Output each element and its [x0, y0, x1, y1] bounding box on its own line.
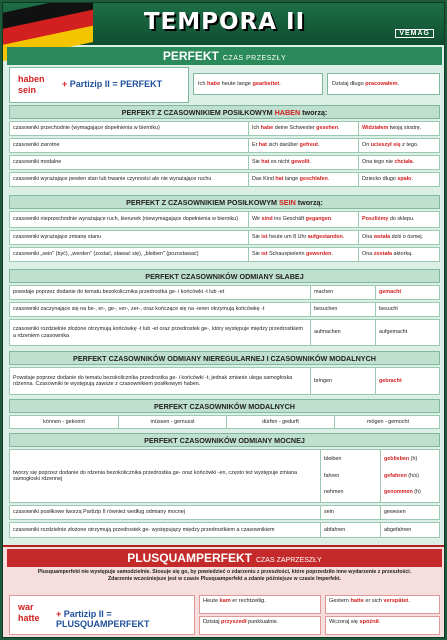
- haben-header: PERFEKT Z CZASOWNIKIEM POSIŁKOWYM HABEN tworzą:: [9, 105, 440, 119]
- plusquamperfekt-section: [3, 545, 445, 638]
- perfekt-section-bar: [7, 47, 442, 65]
- plusquam-example-de-2: Gestern hatte er sich verspätet.: [325, 595, 440, 614]
- plusquamperfekt-formula: war hatte + Partizip II = PLUSQUAMPERFEKT: [9, 595, 195, 635]
- modal-header: PERFEKT CZASOWNIKÓW MODALNYCH: [9, 399, 440, 413]
- perfekt-sublabel: CZAS PRZESZŁY: [222, 55, 287, 62]
- table-row: können - gekonnt müssen - gemusst dürfen - gedurft mögen - gemocht: [9, 415, 440, 429]
- formula-plus: +: [62, 79, 68, 89]
- table-row: czasowniki zwrotne Er hat sich darüber gefreut. On ucieszył się z tego.: [9, 138, 440, 153]
- formula-equals: =: [112, 79, 118, 89]
- formula-aux-sein: sein: [18, 85, 37, 95]
- table-row: czasowniki „sein" (być), „werden" (zostać, stawać się), „bleiben" (pozostawać) Sie ist Schauspielerin geworden. Ona została aktorką.: [9, 247, 440, 262]
- formula-aux-haben: haben: [18, 74, 45, 84]
- poster: [2, 2, 445, 638]
- plusquam-example-pl-2: Wczoraj się spóźnił.: [325, 616, 440, 635]
- table-row: Powstaje poprzez dodanie do tematu bezokolicznika przedrostka ge- i końcówki -t, jednak zmianie ulega samogłoska rdzenna. Czasowniki te występują zawsze z czasownikiem posiłkowym haben. bringen gebracht: [9, 367, 440, 395]
- sein-header: PERFEKT Z CZASOWNIKIEM POSIŁKOWYM SEIN tworzą:: [9, 195, 440, 209]
- perfekt-example-de: Ich habe heute lange gearbeitet.: [193, 73, 323, 95]
- formula-partizip: Partizip II: [69, 79, 110, 89]
- table-row: czasowniki zaczynające się na be-, er-, ge-, ver-, zer-, oraz kończące się na -ieren otrzymują końcówkę -t besuchen besucht: [9, 302, 440, 317]
- perfekt-example-pl: Dzisiaj długo pracowałem.: [327, 73, 440, 95]
- perfekt-formula: [9, 67, 189, 103]
- irregular-header: PERFEKT CZASOWNIKÓW ODMIANY NIEREGULARNEJ I CZASOWNIKÓW MODALNYCH: [9, 351, 440, 365]
- plusquam-example-de-1: Heute kam er rechtzeitig.: [199, 595, 321, 614]
- plusquamperfekt-description: Plusquamperfekt nie występuje samodzielnie. Stosuje się go, by powiedzieć o zdarzeniu z przeszłości, które poprzedziło inne wydarzenie z przeszłości. Zdarzenie wcześniejsze jest w czasie Plusquamperfekt a zdanie późniejsze w czasie Imperfekt.: [37, 569, 412, 582]
- table-row: czasowniki rozdzielnie złożone otrzymują końcówkę -t lub -et oraz przedrostek ge-, który występuje między przedrostkiem a rdzeniem czasownika aufmachen aufgemacht: [9, 319, 440, 346]
- table-row: czasowniki przechodnie (wymagające dopełnienia w bierniku) Ich habe deine Schwester gesehen. Widziałem twoją siostrę.: [9, 121, 440, 136]
- weak-header: PERFEKT CZASOWNIKÓW ODMIANY SŁABEJ: [9, 269, 440, 283]
- table-row: czasowniki wyrażające pewien stan lub trwanie czynności ale nie wyrażające ruchu Das Kind hat lange geschlafen. Dziecko długo spało.: [9, 172, 440, 187]
- strong-header: PERFEKT CZASOWNIKÓW ODMIANY MOCNEJ: [9, 433, 440, 447]
- formula-result: PERFEKT: [120, 79, 163, 89]
- table-row: tworzy się poprzez dodanie do rdzenia bezokolicznika przedrostka ge- oraz końcówki -en, często też występuje zmiana samogłoski rdzennej bleiben fahren nehmen geblieben (h) gefahren (h/s) genommen (h): [9, 449, 440, 503]
- table-row: powstaje poprzez dodanie do tematu bezokolicznika przedrostka ge- i końcówki -t lub -et machen gemacht: [9, 285, 440, 300]
- page-title: TEMPORA II: [143, 9, 306, 35]
- header: [3, 3, 445, 45]
- table-row: czasowniki rozdzielnie złożone otrzymują przedrostek ge- występujący między przedrostkiem a czasownikiem abfahren abgefahren: [9, 522, 440, 538]
- table-row: czasowniki nieprzechodnie wyrażające ruch, kierunek (niewymagające dopełnienia w bierniku) Wir sind ins Geschäft gegangen. Poszliśmy do sklepu.: [9, 211, 440, 228]
- table-row: czasowniki posiłkowe tworzą Partizip II również według odmiany mocnej sein gewesen: [9, 505, 440, 520]
- perfekt-label: PERFEKT: [162, 49, 219, 63]
- plusquamperfekt-bar: PLUSQUAMPERFEKT CZAS ZAPRZESZŁY: [7, 549, 442, 567]
- publisher-logo: VEMAG: [395, 29, 434, 38]
- table-row: czasowniki wyrażające zmianę stanu Sie ist heute um 8 Uhr aufgestanden. Ona wstała dziś o ósmej.: [9, 230, 440, 245]
- table-row: czasowniki modalne Sie hat es nicht gewollt. Ona tego nie chciała.: [9, 155, 440, 170]
- plusquam-example-pl-1: Dzisiaj przyszedł punktualnie.: [199, 616, 321, 635]
